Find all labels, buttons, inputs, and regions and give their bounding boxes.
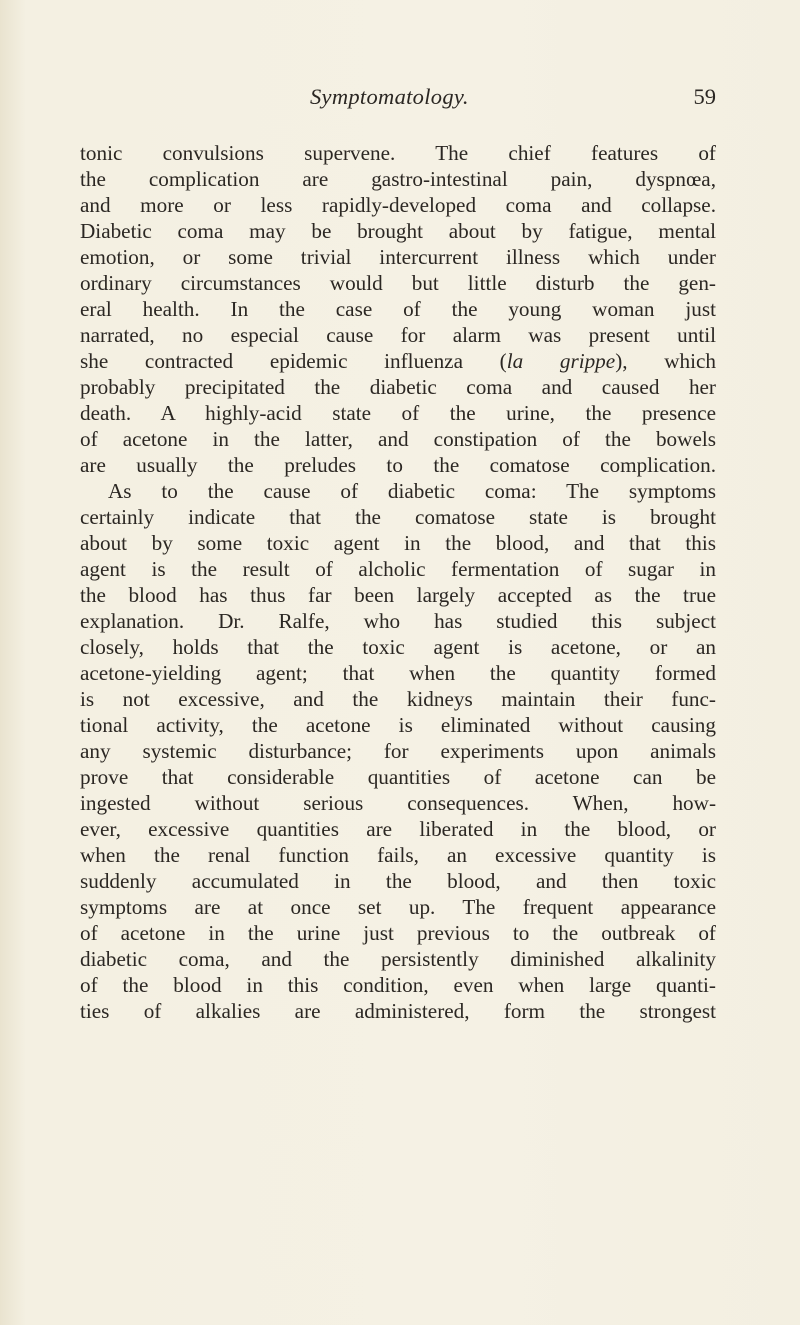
page-header: [80, 84, 716, 114]
text-line: any systemic disturbance; for experiments upon animals: [80, 739, 716, 763]
text-line: closely, holds that the toxic agent is acetone, or an: [80, 635, 716, 659]
text-line: is not excessive, and the kidneys maintain their func-: [80, 687, 716, 711]
text-line: suddenly accumulated in the blood, and then toxic: [80, 869, 716, 893]
text-line: of the blood in this condition, even when large quanti-: [80, 973, 716, 997]
text-line: tional activity, the acetone is eliminated without causing: [80, 713, 716, 737]
page-number: 59: [693, 84, 716, 109]
text-line: the complication are gastro-intestinal pain, dyspnœa,: [80, 167, 716, 191]
body-text: [80, 140, 716, 1024]
text-line: of acetone in the latter, and constipation of the bowels: [80, 427, 716, 451]
text-line: Diabetic coma may be brought about by fatigue, mental: [80, 219, 716, 243]
text-line: death. A highly-acid state of the urine, the presence: [80, 401, 716, 425]
italic-phrase: la grippe: [506, 349, 616, 373]
text-line: ties of alkalies are administered, form the strongest: [80, 999, 716, 1023]
text-line: ever, excessive quantities are liberated in the blood, or: [80, 817, 716, 841]
paragraph-start-line: As to the cause of diabetic coma: The symptoms: [108, 479, 716, 503]
text-line: prove that considerable quantities of acetone can be: [80, 765, 716, 789]
text-line: about by some toxic agent in the blood, and that this: [80, 531, 716, 555]
text-line: she contracted epidemic influenza (la grippe), which: [80, 349, 716, 373]
text-line: probably precipitated the diabetic coma and caused her: [80, 375, 716, 399]
text-line: emotion, or some trivial intercurrent illness which under: [80, 245, 716, 269]
text-line: acetone-yielding agent; that when the quantity formed: [80, 661, 716, 685]
text-line: tonic convulsions supervene. The chief features of: [80, 141, 716, 165]
text-line: are usually the preludes to the comatose complication.: [80, 453, 716, 477]
text-line: ingested without serious consequences. When, how-: [80, 791, 716, 815]
text-line: and more or less rapidly-developed coma and collapse.: [80, 193, 716, 217]
text-line: certainly indicate that the comatose state is brought: [80, 505, 716, 529]
text-line: diabetic coma, and the persistently diminished alkalinity: [80, 947, 716, 971]
text-line: explanation. Dr. Ralfe, who has studied this subject: [80, 609, 716, 633]
text-line: eral health. In the case of the young woman just: [80, 297, 716, 321]
text-line: when the renal function fails, an excessive quantity is: [80, 843, 716, 867]
text-line: symptoms are at once set up. The frequent appearance: [80, 895, 716, 919]
text-line: of acetone in the urine just previous to the outbreak of: [80, 921, 716, 945]
text-line: agent is the result of alcholic fermentation of sugar in: [80, 557, 716, 581]
running-title: Symptomatology.: [310, 84, 469, 109]
text-line: the blood has thus far been largely accepted as the true: [80, 583, 716, 607]
text-line: narrated, no especial cause for alarm was present until: [80, 323, 716, 347]
text-line: ordinary circumstances would but little disturb the gen-: [80, 271, 716, 295]
